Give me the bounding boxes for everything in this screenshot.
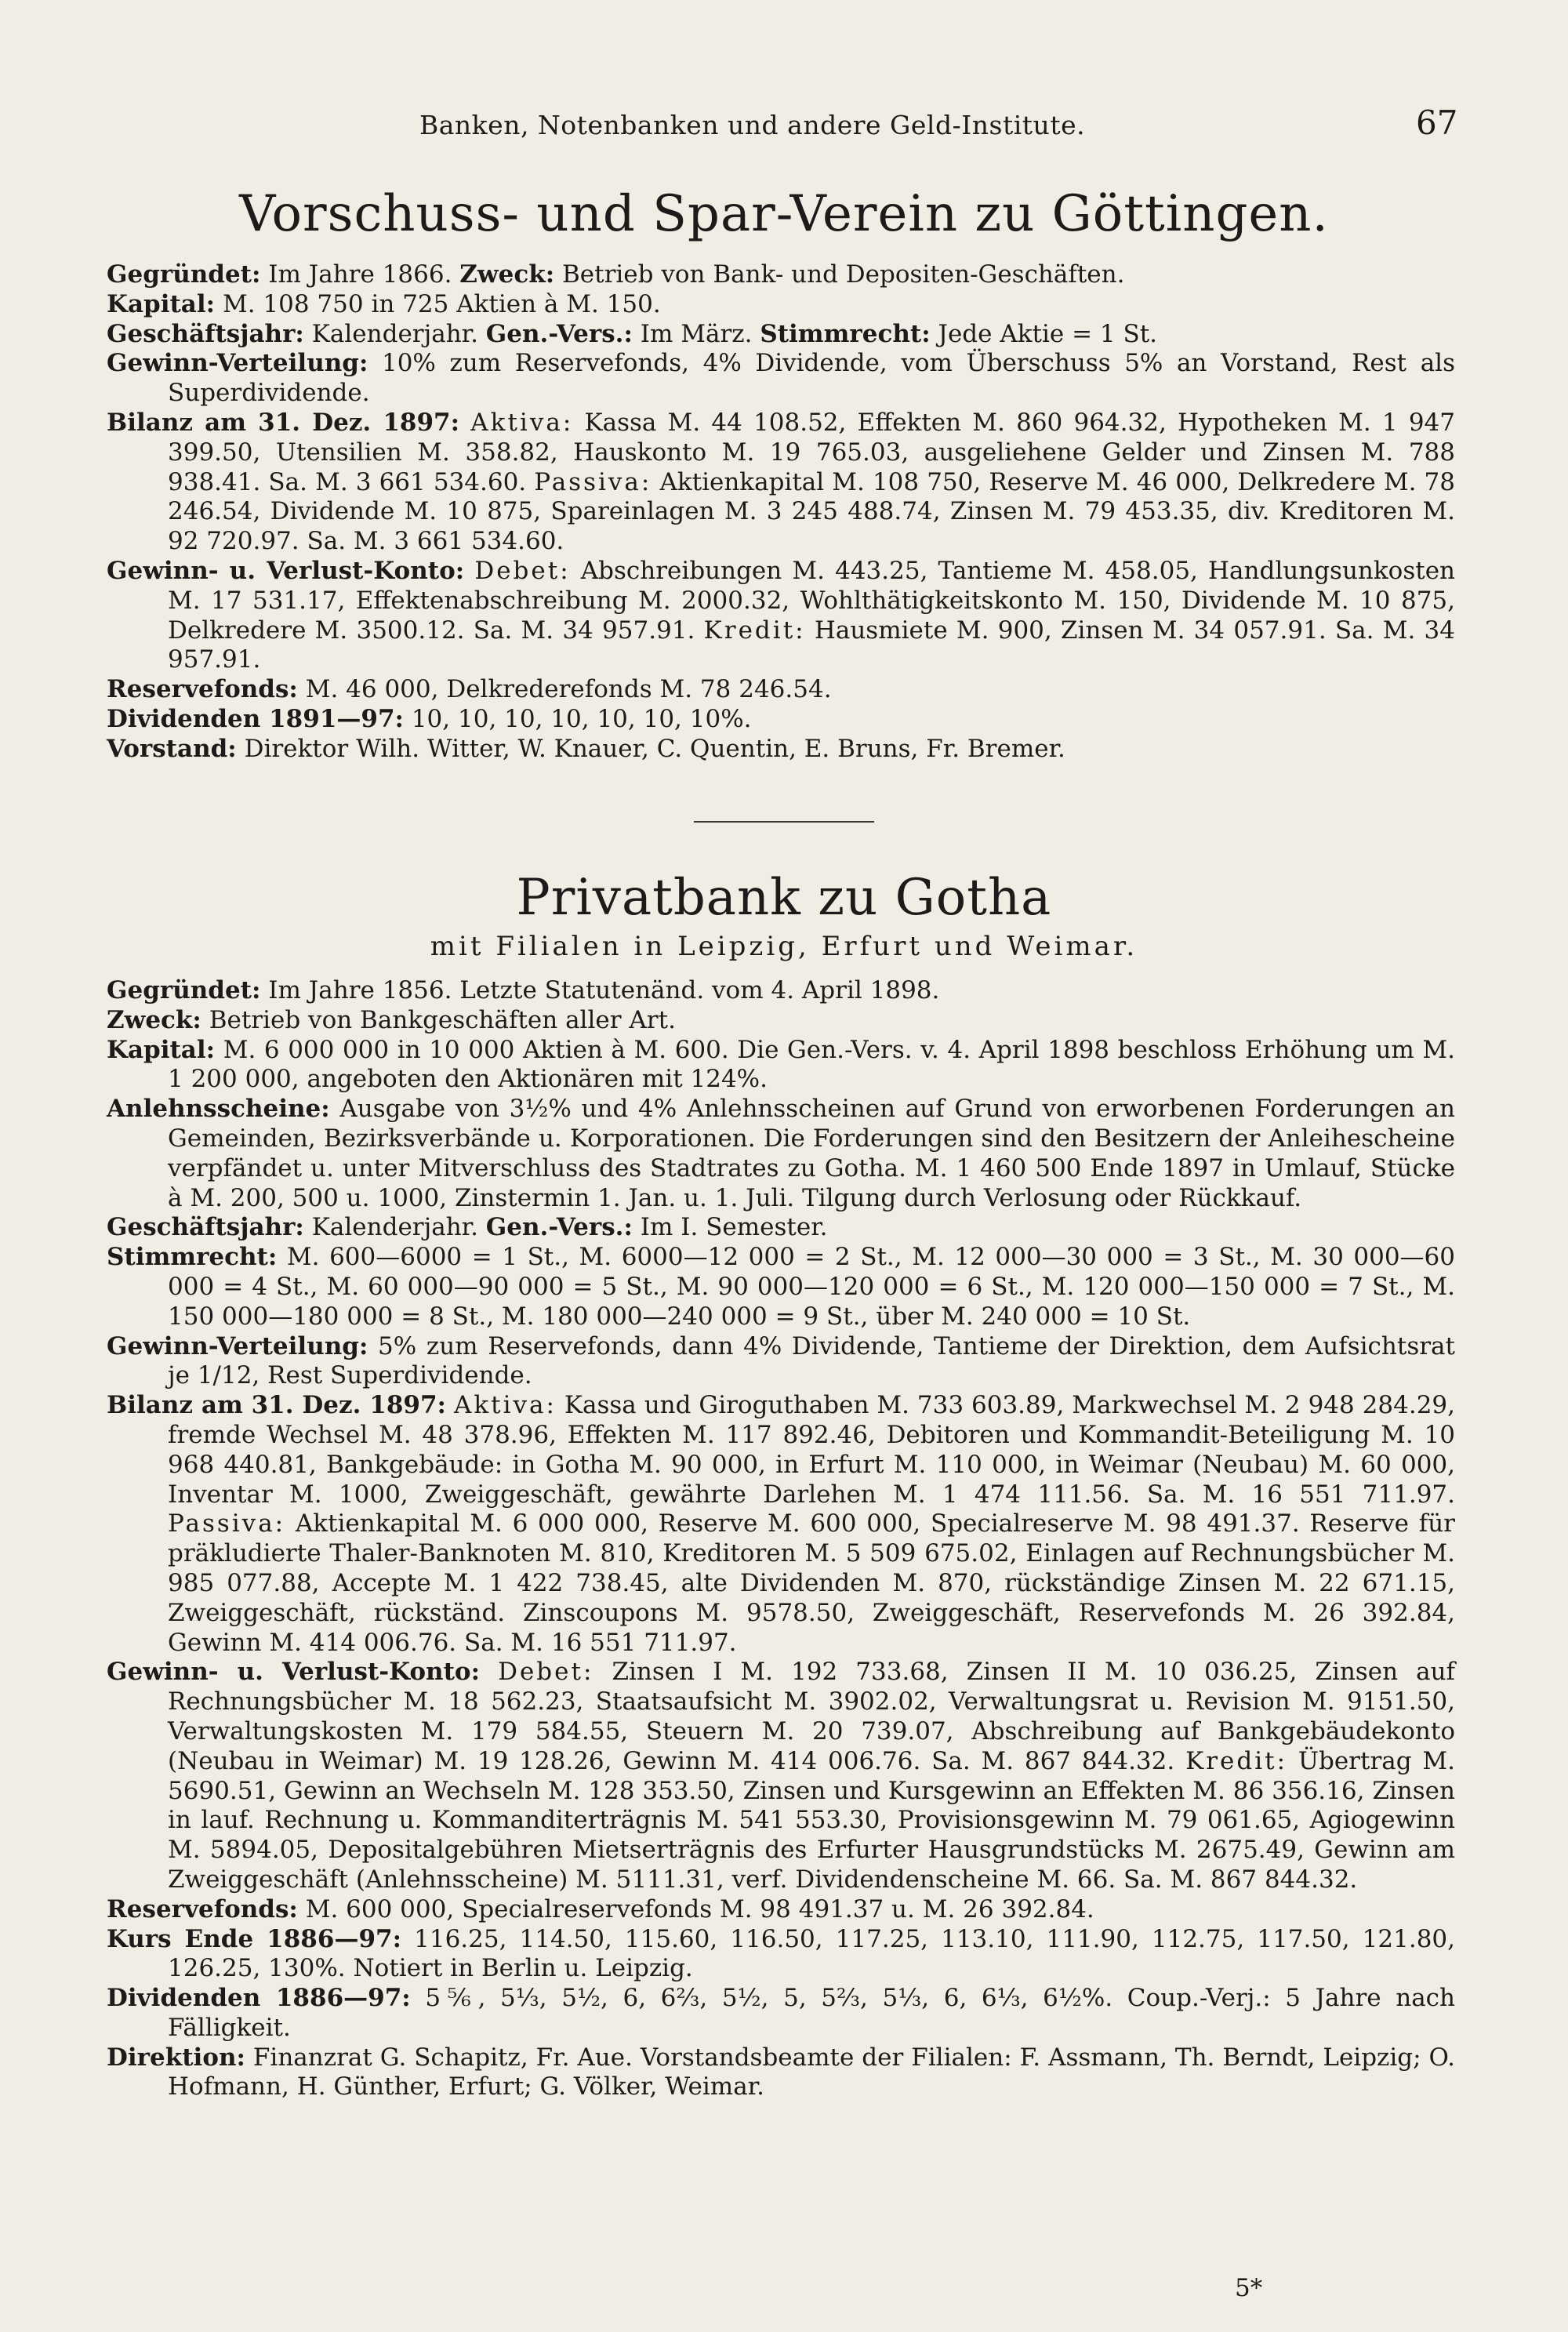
entry-text: Übertrag M. 5690.51, Gewinn an Wechseln M. 128 353.50, Zinsen und Kursgewinn an Effekten M. 86 356.16, Zinsen in lauf. Rechnung u. Kommanditerträgnis M. 541 553.30, Provisionsgewinn M. 79 061.65, Agiogewinn M. 5894.05, Depositalgebühren Mietserträgnis des Erfurter Hausgrundstücks M. 2675.49, Gewinn am Zweiggeschäft (Anlehnsscheine) M. 5111.31, verf. Dividendenscheine M. 66. Sa. M. 867 844.32.: [168, 1746, 1456, 1894]
passiva-word: Passiva:: [168, 1509, 286, 1538]
entry-text: Im Jahre 1866.: [260, 260, 460, 289]
entry-text: Kassa M. 44 108.52, Effekten M. 860 964.32, Hypotheken M. 1 947 399.50, Utensilien M. 358.82, Hauskonto M. 19 765.03, ausgeliehene Gelder und Zinsen M. 788 938.41. Sa. M. 3 661 534.60.: [168, 408, 1455, 496]
running-head: Banken, Notenbanken und andere Geld-Institute.: [419, 110, 1086, 140]
entry-label: Stimmrecht:: [107, 1243, 278, 1272]
entry-label: Vorstand:: [107, 734, 237, 763]
section2-title: Privatbank zu Gotha: [516, 869, 1052, 927]
entry-label: Geschäftsjahr:: [107, 1213, 304, 1242]
entry-gewinn-verteilung: [107, 1332, 1455, 1392]
entry-text: Kassa und Giroguthaben M. 733 603.89, Markwechsel M. 2 948 284.29, fremde Wechsel M. 48 378.96, Effekten M. 117 892.46, Debitoren und Kommandit-Beteiligung M. 10 968 440.81, Bankgebäude: in Gotha M. 90 000, in Erfurt M. 110 000, in Weimar (Neubau) M. 60 000, Inventar M. 1000, Zweiggeschäft, gewährte Darlehen M. 1 474 111.56. Sa. M. 16 551 711.97.: [168, 1391, 1455, 1509]
entry-label: Gegründet:: [107, 260, 261, 289]
entry-label: Bilanz am 31. Dez. 1897:: [107, 1391, 446, 1420]
entry-label: Kapital:: [107, 1035, 216, 1064]
entry-label: Kurs Ende 1886—97:: [107, 1924, 402, 1953]
entry-label: Gewinn- u. Verlust-Konto:: [107, 556, 465, 585]
entry-vorstand: [107, 735, 1455, 765]
entry-gewinn-verlust: [107, 1658, 1455, 1894]
entry-kurs: [107, 1925, 1455, 1985]
entry-gegruendet: [107, 976, 1455, 1006]
kredit-word: Kredit:: [703, 616, 806, 645]
entry-label: Reservefonds:: [107, 1894, 298, 1923]
entry-text: Im Jahre 1856. Letzte Statutenänd. vom 4. April 1898.: [260, 976, 940, 1004]
entry-text: Finanzrat G. Schapitz, Fr. Aue. Vorstandsbeamte der Filialen: F. Assmann, Th. Berndt, Leipzig; O. Hofmann, H. Günther, Erfurt; G. Völker, Weimar.: [168, 2043, 1455, 2101]
entry-zweck: [107, 1006, 1455, 1036]
entry-label: Gen.-Vers.:: [485, 319, 633, 348]
section1-body: [107, 260, 1455, 765]
entry-anlehnsscheine: [107, 1095, 1455, 1213]
entry-text: M. 600—6000 = 1 St., M. 6000—12 000 = 2 St., M. 12 000—30 000 = 3 St., M. 30 000—60 000 = 4 St., M. 60 000—90 000 = 5 St., M. 90 000—120 000 = 6 St., M. 120 000—150 000 = 7 St., M. 150 000—180 000 = 8 St., M. 180 000—240 000 = 9 St., über M. 240 000 = 10 St.: [168, 1243, 1455, 1331]
entry-text: Abschreibungen M. 443.25, Tantieme M. 458.05, Handlungsunkosten M. 17 531.17, Effektenabschreibung M. 2000.32, Wohlthätigkeitskonto M. 150, Dividende M. 10 875, Delkredere M. 3500.12. Sa. M. 34 957.91.: [168, 556, 1456, 645]
entry-label: Direktion:: [107, 2043, 245, 2072]
entry-text: 10% zum Reservefonds, 4% Dividende, vom Überschuss 5% an Vorstand, Rest als Superdividende.: [168, 349, 1455, 408]
entry-text: Aktienkapital M. 108 750, Reserve M. 46 000, Delkredere M. 78 246.54, Dividende M. 10 875, Spareinlagen M. 3 245 488.74, Zinsen M. 79 453.35, div. Kreditoren M. 92 720.97. Sa. M. 3 661 534.60.: [168, 467, 1455, 556]
entry-label: Bilanz am 31. Dez. 1897:: [107, 408, 460, 437]
entry-label: Kapital:: [107, 289, 216, 318]
entry-text: Betrieb von Bankgeschäften aller Art.: [201, 1005, 676, 1034]
entry-text: 5% zum Reservefonds, dann 4% Dividende, Tantieme der Direktion, dem Aufsichtsrat je 1/12, Rest Superdividende.: [168, 1331, 1455, 1390]
entry-bilanz: [107, 1391, 1455, 1658]
entry-label: Gen.-Vers.:: [485, 1213, 633, 1242]
entry-text: Jede Aktie = 1 St.: [930, 319, 1158, 348]
entry-direktion: [107, 2043, 1455, 2103]
entry-text: Aktienkapital M. 6 000 000, Reserve M. 600 000, Specialreserve M. 98 491.37. Reserve für präkludierte Thaler-Banknoten M. 810, Kreditoren M. 5 509 675.02, Einlagen auf Rechnungsbücher M. 985 077.88, Accepte M. 1 422 738.45, alte Dividenden M. 870, rückständige Zinsen M. 22 671.15, Zweiggeschäft, rückständ. Zinscoupons M. 9578.50, Zweiggeschäft, Reservefonds M. 26 392.84, Gewinn M. 414 006.76. Sa. M. 16 551 711.97.: [168, 1509, 1455, 1657]
page-number: 67: [1416, 104, 1458, 142]
debet-word: Debet:: [474, 556, 571, 585]
entry-stimmrecht: [107, 1243, 1455, 1331]
entry-label: Zweck:: [459, 260, 555, 289]
entry-geschaeftsjahr: [107, 1213, 1455, 1243]
entry-dividenden: [107, 1984, 1455, 2043]
entry-geschaeftsjahr: [107, 320, 1455, 350]
kredit-word: Kredit:: [1185, 1746, 1288, 1775]
entry-label: Geschäftsjahr:: [107, 319, 304, 348]
entry-label: Dividenden 1891—97:: [107, 704, 404, 733]
entry-text: Direktor Wilh. Witter, W. Knauer, C. Quentin, E. Bruns, Fr. Bremer.: [236, 734, 1065, 763]
entry-kapital: [107, 1036, 1455, 1095]
entry-text: Kalenderjahr.: [303, 319, 486, 348]
entry-label: Reservefonds:: [107, 675, 298, 704]
entry-label: Stimmrecht:: [760, 319, 931, 348]
debet-word: Debet:: [498, 1658, 594, 1687]
entry-label: Zweck:: [107, 1005, 201, 1034]
entry-label: Anlehnsscheine:: [107, 1095, 330, 1124]
entry-text: M. 108 750 in 725 Aktien à M. 150.: [215, 289, 661, 318]
entry-text: M. 46 000, Delkrederefonds M. 78 246.54.: [297, 675, 832, 704]
entry-text: M. 600 000, Specialreservefonds M. 98 491.37 u. M. 26 392.84.: [297, 1894, 1094, 1923]
entry-label: Gegründet:: [107, 976, 261, 1004]
entry-bilanz: [107, 409, 1455, 557]
section-divider: [694, 821, 874, 823]
passiva-word: Passiva:: [534, 467, 652, 496]
entry-label: Dividenden 1886—97:: [107, 1984, 411, 2013]
section2-subtitle: mit Filialen in Leipzig, Erfurt und Weimar.: [430, 931, 1138, 962]
entry-text: Zinsen I M. 192 733.68, Zinsen II M. 10 036.25, Zinsen auf Rechnungsbücher M. 18 562.23, Staatsaufsicht M. 3902.02, Verwaltungsrat u. Revision M. 9151.50, Verwaltungskosten M. 179 584.55, Steuern M. 20 739.07, Abschreibung auf Bankgebäudekonto (Neubau in Weimar) M. 19 128.26, Gewinn M. 414 006.76. Sa. M. 867 844.32.: [168, 1658, 1456, 1775]
entry-text: 10, 10, 10, 10, 10, 10, 10%.: [403, 704, 752, 733]
entry-gewinn-verlust: [107, 557, 1455, 675]
entry-dividenden: [107, 705, 1455, 735]
entry-text: Kalenderjahr.: [303, 1213, 486, 1242]
entry-label: Gewinn-Verteilung:: [107, 1331, 368, 1360]
entry-text: Ausgabe von 3½% und 4% Anlehnsscheinen auf Grund von erworbenen Forderungen an Gemeinden, Bezirksverbände u. Korporationen. Die Forderungen sind den Besitzern der Anleihescheine verpfändet u. unter Mitverschluss des Stadtrates zu Gotha. M. 1 460 500 Ende 1897 in Umlauf, Stücke à M. 200, 500 u. 1000, Zinstermin 1. Jan. u. 1. Juli. Tilgung durch Verlosung oder Rückkauf.: [168, 1095, 1455, 1212]
entry-gegruendet: [107, 260, 1455, 290]
entry-text: M. 6 000 000 in 10 000 Aktien à M. 600. Die Gen.-Vers. v. 4. April 1898 beschloss Erhöhung um M. 1 200 000, angeboten den Aktionären mit 124%.: [168, 1035, 1455, 1094]
entry-text: Hausmiete M. 900, Zinsen M. 34 057.91. Sa. M. 34 957.91.: [168, 616, 1455, 674]
section2-body: [107, 976, 1455, 2102]
entry-text: Betrieb von Bank- und Depositen-Geschäften.: [554, 260, 1125, 289]
section1-title: Vorschuss- und Spar-Verein zu Göttingen.: [239, 185, 1329, 243]
entry-text: 116.25, 114.50, 115.60, 116.50, 117.25, 113.10, 111.90, 112.75, 117.50, 121.80, 126.25, 130%. Notiert in Berlin u. Leipzig.: [168, 1924, 1455, 1983]
entry-label: Gewinn- u. Verlust-Konto:: [107, 1658, 481, 1687]
entry-text: 5⅚, 5⅓, 5½, 6, 6⅔, 5½, 5, 5⅔, 5⅓, 6, 6⅓, 6½%. Coup.-Verj.: 5 Jahre nach Fälligkeit.: [168, 1984, 1455, 2042]
entry-text: Im März.: [632, 319, 760, 348]
entry-kapital: [107, 290, 1455, 320]
aktiva-word: Aktiva:: [453, 1391, 557, 1420]
aktiva-word: Aktiva:: [470, 408, 574, 437]
entry-label: Gewinn-Verteilung:: [107, 349, 368, 378]
entry-reservefonds: [107, 1895, 1455, 1925]
entry-gewinn-verteilung: [107, 349, 1455, 409]
signature-mark: 5*: [1235, 2274, 1263, 2302]
entry-text: Im I. Semester.: [632, 1213, 828, 1242]
entry-reservefonds: [107, 675, 1455, 705]
